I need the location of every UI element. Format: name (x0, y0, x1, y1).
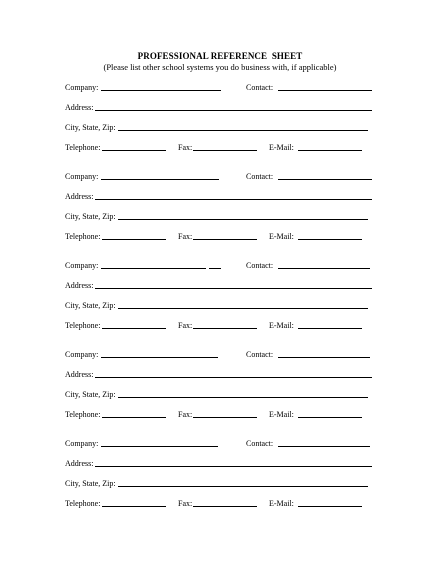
label-address: Address: (65, 192, 94, 201)
label-contact: Contact: (246, 439, 274, 448)
address-field[interactable] (95, 466, 372, 467)
label-city-state-zip: City, State, Zip: (65, 479, 116, 488)
label-telephone: Telephone: (65, 499, 101, 508)
email-field[interactable] (298, 417, 362, 418)
telephone-field[interactable] (102, 417, 166, 418)
email-field[interactable] (298, 239, 362, 240)
label-address: Address: (65, 103, 94, 112)
city-state-zip-field[interactable] (118, 130, 368, 131)
telephone-field[interactable] (102, 328, 166, 329)
address-field[interactable] (95, 110, 372, 111)
label-city-state-zip: City, State, Zip: (65, 123, 116, 132)
label-contact: Contact: (246, 83, 274, 92)
label-company: Company: (65, 261, 99, 270)
fax-field[interactable] (193, 328, 257, 329)
company-field[interactable] (101, 357, 218, 358)
contact-field[interactable] (278, 446, 370, 447)
telephone-field[interactable] (102, 239, 166, 240)
label-company: Company: (65, 439, 99, 448)
fax-field[interactable] (193, 239, 257, 240)
label-company: Company: (65, 350, 99, 359)
company-field[interactable] (101, 179, 219, 180)
city-state-zip-field[interactable] (118, 308, 368, 309)
label-email: E-Mail: (269, 499, 294, 508)
fax-field[interactable] (193, 417, 257, 418)
contact-field[interactable] (278, 90, 372, 91)
label-contact: Contact: (246, 172, 274, 181)
address-field[interactable] (95, 199, 372, 200)
label-telephone: Telephone: (65, 143, 101, 152)
fax-field[interactable] (193, 506, 257, 507)
address-field[interactable] (95, 377, 372, 378)
label-email: E-Mail: (269, 232, 294, 241)
address-field[interactable] (95, 288, 372, 289)
label-company: Company: (65, 83, 99, 92)
page-title: PROFESSIONAL REFERENCE SHEET (137, 51, 303, 61)
email-field[interactable] (298, 150, 362, 151)
fax-field[interactable] (193, 150, 257, 151)
label-telephone: Telephone: (65, 321, 101, 330)
city-state-zip-field[interactable] (118, 219, 368, 220)
label-email: E-Mail: (269, 321, 294, 330)
label-address: Address: (65, 459, 94, 468)
label-email: E-Mail: (269, 410, 294, 419)
label-address: Address: (65, 370, 94, 379)
label-telephone: Telephone: (65, 232, 101, 241)
city-state-zip-field[interactable] (118, 486, 368, 487)
telephone-field[interactable] (102, 506, 166, 507)
label-telephone: Telephone: (65, 410, 101, 419)
email-field[interactable] (298, 506, 362, 507)
email-field[interactable] (298, 328, 362, 329)
company-field[interactable] (101, 268, 206, 269)
company-extra-field[interactable] (209, 268, 221, 269)
label-company: Company: (65, 172, 99, 181)
company-field[interactable] (101, 90, 221, 91)
company-field[interactable] (101, 446, 218, 447)
label-fax: Fax: (178, 143, 193, 152)
label-fax: Fax: (178, 321, 193, 330)
label-email: E-Mail: (269, 143, 294, 152)
label-contact: Contact: (246, 261, 274, 270)
label-city-state-zip: City, State, Zip: (65, 301, 116, 310)
label-fax: Fax: (178, 499, 193, 508)
city-state-zip-field[interactable] (118, 397, 368, 398)
label-city-state-zip: City, State, Zip: (65, 212, 116, 221)
contact-field[interactable] (278, 179, 372, 180)
label-city-state-zip: City, State, Zip: (65, 390, 116, 399)
contact-field[interactable] (278, 268, 370, 269)
label-fax: Fax: (178, 410, 193, 419)
label-address: Address: (65, 281, 94, 290)
telephone-field[interactable] (102, 150, 166, 151)
label-fax: Fax: (178, 232, 193, 241)
label-contact: Contact: (246, 350, 274, 359)
contact-field[interactable] (278, 357, 370, 358)
page-subtitle: (Please list other school systems you do business with, if applicable) (103, 62, 337, 72)
